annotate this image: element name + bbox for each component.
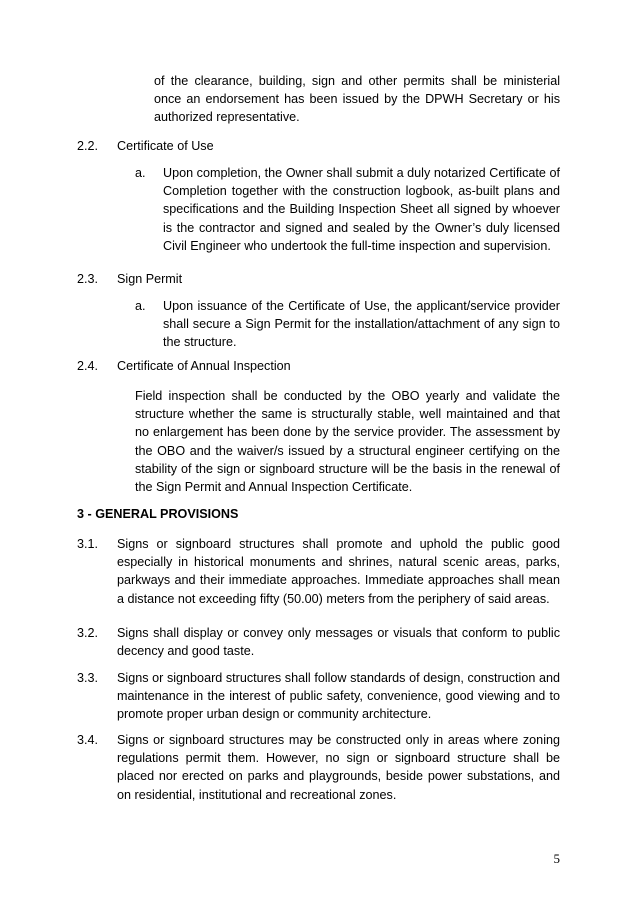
section-2-4-number: 2.4. <box>77 359 99 373</box>
section-2-2-title: Certificate of Use <box>117 139 214 153</box>
item-3-3-text: Signs or signboard structures shall follow standards of design, construction and maintenance in the interest of public safety, convenience, good viewing and to promote proper urban design or community architecture. <box>117 671 560 722</box>
item-3-1-text: Signs or signboard structures shall promote and uphold the public good especially in historical monuments and shrines, natural scenic areas, parks, parkways and their immediate approaches. Immediate approaches shall mean a distance not exceeding fifty (50.00) meters from the periphery of said areas. <box>117 537 560 606</box>
continuation-paragraph: of the clearance, building, sign and other permits shall be ministerial once an endorsement has been issued by the DPWH Secretary or his authorized representative. <box>154 74 560 125</box>
section-2-3-a-label: a. <box>135 299 146 313</box>
section-2-2-a-text: Upon completion, the Owner shall submit a duly notarized Certificate of Completion together with the construction logbook, as-built plans and specifications and the Building Inspection Sheet all signed by whoever is the contractor and signed and sealed by the Owner’s duly licensed Civil Engineer who undertook the full-time inspection and supervision. <box>163 166 560 253</box>
item-3-1-number: 3.1. <box>77 537 99 551</box>
item-3-4-number: 3.4. <box>77 733 99 747</box>
section-2-3-a-text: Upon issuance of the Certificate of Use, the applicant/service provider shall secure a Sign Permit for the installation/attachment of any sign to the structure. <box>163 299 560 350</box>
item-3-4-text: Signs or signboard structures may be constructed only in areas where zoning regulations permit them. However, no sign or signboard structure shall be placed nor erected on parks and playgrounds, beside power substations, and on residential, institutional and recreational zones. <box>117 733 560 802</box>
section-2-2-number: 2.2. <box>77 139 99 153</box>
item-3-3-number: 3.3. <box>77 671 99 685</box>
item-3-2-number: 3.2. <box>77 626 99 640</box>
section-2-3-number: 2.3. <box>77 272 99 286</box>
section-2-4-text: Field inspection shall be conducted by the OBO yearly and validate the structure whether the same is structurally stable, well maintained and that no enlargement has been done by the service provider. The assessment by the OBO and the waiver/s issued by a structural engineer certifying on the stability of the sign or signboard structure will be the basis in the renewal of the Sign Permit and Annual Inspection Certificate. <box>135 389 560 495</box>
section-2-2-a-label: a. <box>135 166 146 180</box>
section-3-heading: 3 - GENERAL PROVISIONS <box>77 507 239 521</box>
page-number: 5 <box>553 851 560 866</box>
section-2-4-title: Certificate of Annual Inspection <box>117 359 291 373</box>
section-2-3-title: Sign Permit <box>117 272 183 286</box>
item-3-2-text: Signs shall display or convey only messages or visuals that conform to public decency and good taste. <box>117 626 560 659</box>
